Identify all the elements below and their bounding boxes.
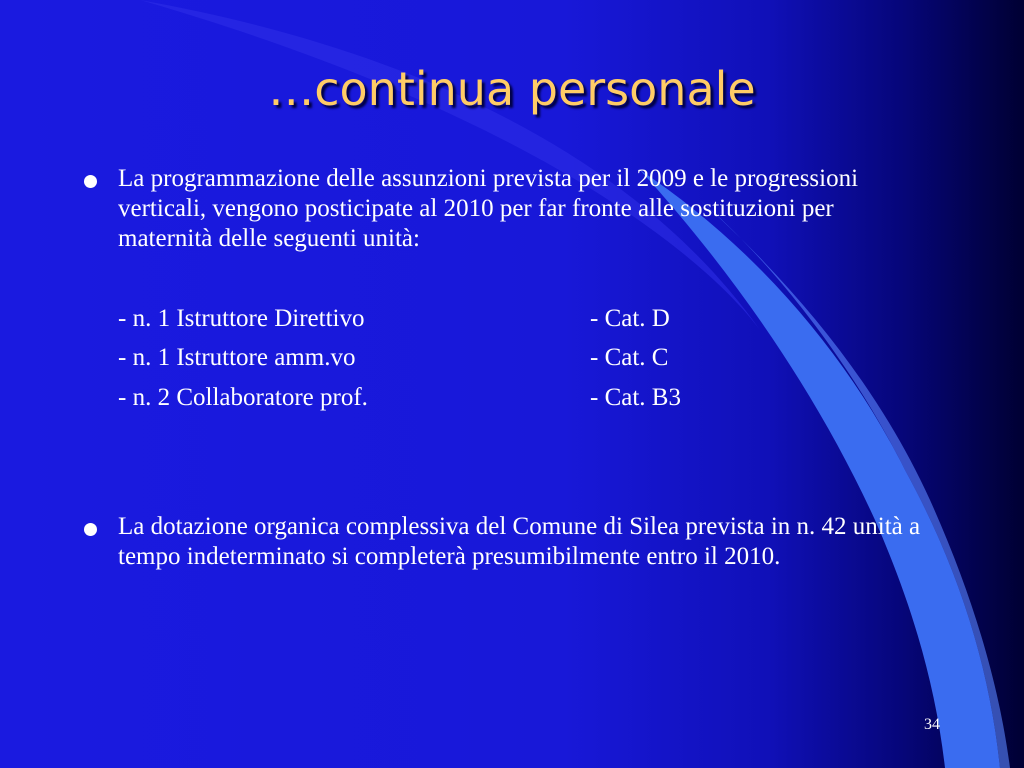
- staff-role-2: - n. 1 Istruttore amm.vo: [118, 344, 356, 371]
- page-number: 34: [924, 716, 940, 733]
- staff-role-3: - n. 2 Collaboratore prof.: [118, 384, 368, 411]
- bullet-1-text: La programmazione delle assunzioni prevista per il 2009 e le progressioni verticali, vengono posticipate al 2010 per far fronte alle sostituzioni per maternità delle seguenti unità:: [118, 165, 859, 252]
- bullet-2-text: La dotazione organica complessiva del Comune di Silea prevista in n. 42 unità a tempo indeterminato si completerà presumibilmente entro il 2010.: [118, 513, 921, 570]
- staff-row-3: [118, 383, 818, 413]
- bullet-dot-1: [84, 175, 97, 188]
- staff-role-1: - n. 1 Istruttore Direttivo: [118, 305, 365, 332]
- bullet-dot-2: [84, 523, 97, 536]
- staff-row-1: [118, 304, 818, 334]
- staff-row-2: [118, 343, 818, 373]
- staff-category-3: - Cat. B3: [590, 384, 681, 411]
- slide-title: …continua personale: [268, 62, 756, 116]
- staff-category-2: - Cat. C: [590, 344, 669, 371]
- staff-category-1: - Cat. D: [590, 305, 670, 332]
